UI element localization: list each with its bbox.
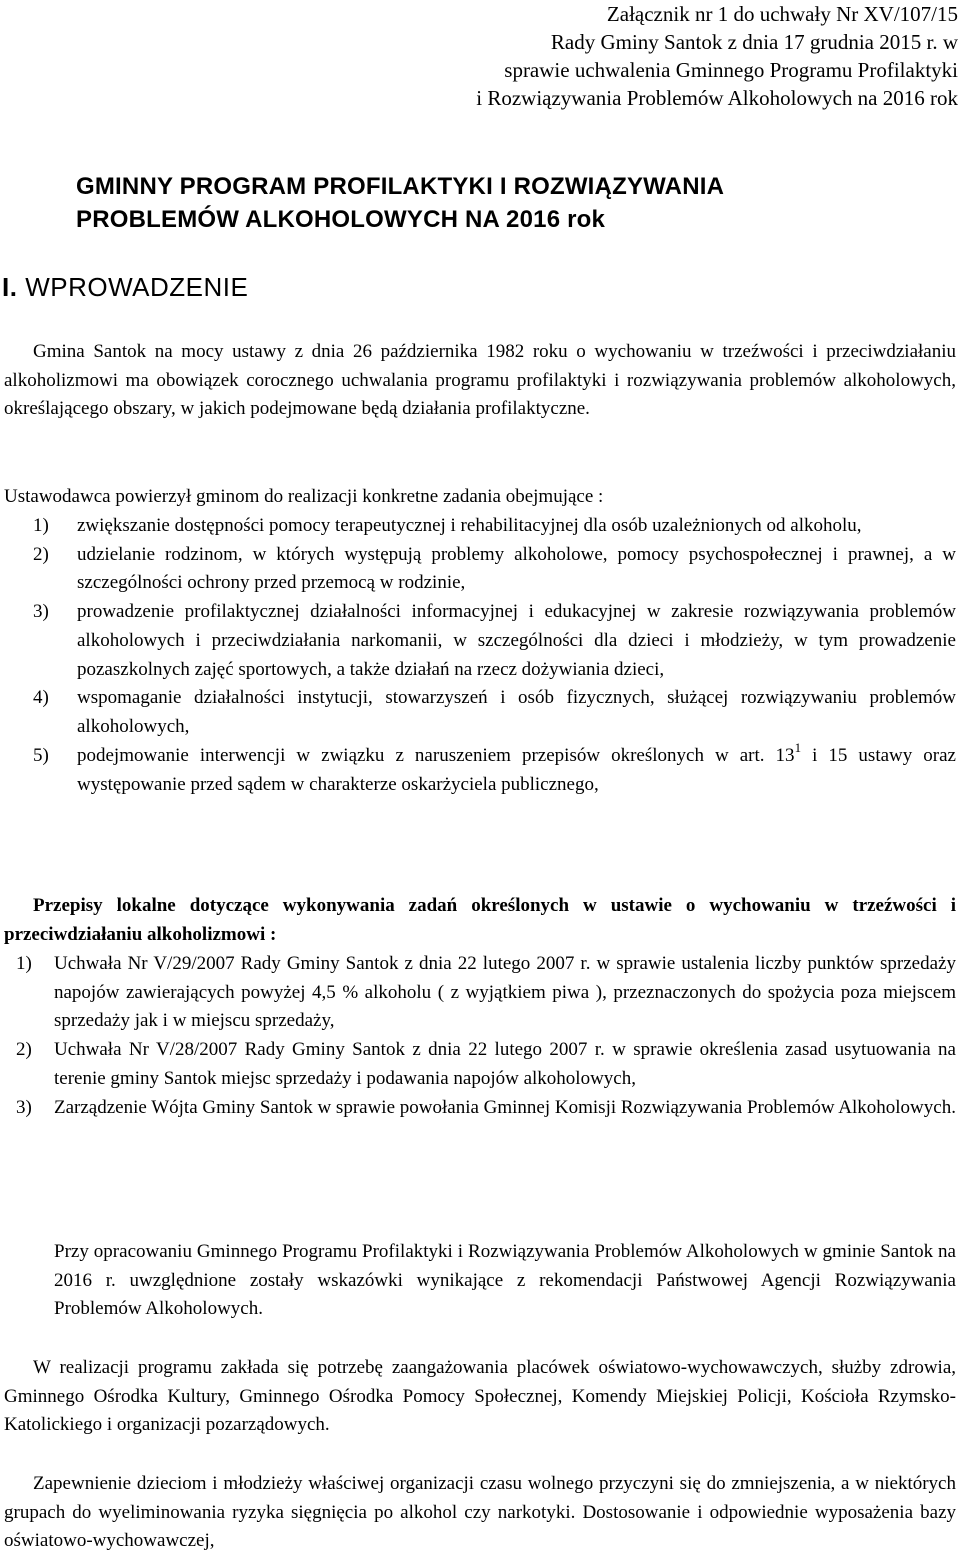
list-item (4, 1094, 956, 1123)
guidance-paragraph: Przy opracowaniu Gminnego Programu Profilaktyki i Rozwiązywania Problemów Alkoholowych w gminie Santok na 2016 r. uwzględnione zostały wskazówki wynikające z rekomendacji Państwowej Agencji Rozwiązywania Problemów Alkoholowych. (54, 1241, 956, 1320)
title-line-1: GMINNY PROGRAM PROFILAKTYKI I ROZWIĄZYWANIA (76, 173, 725, 200)
item-number: 1) (33, 515, 49, 536)
list-item (4, 598, 956, 684)
list-item (4, 684, 956, 741)
list-item (4, 739, 956, 800)
item-text: podejmowanie interwencji w związku z naruszeniem przepisów określonych w art. 13 (77, 744, 795, 766)
list-item (4, 512, 956, 541)
item-number: 4) (33, 687, 49, 709)
intro-text: Gmina Santok na mocy ustawy z dnia 26 października 1982 roku o wychowaniu w trzeźwości i przeciwdziałaniu alkoholizmowi ma obowiązek corocznego uchwalania programu profilaktyki i rozwiązywania problemów alkoholowych, określającego obszary, w jakich podejmowane będą działania profilaktyczne. (4, 341, 956, 420)
leisure-paragraph (4, 1470, 956, 1556)
section-number: I. (2, 272, 18, 302)
item-number: 5) (33, 744, 49, 766)
item-text: Uchwała Nr V/28/2007 Rady Gminy Santok z dnia 22 lutego 2007 r. w sprawie określenia zasad usytuowania na terenie gminy Santok miejsc sprzedaży i podawania napojów alkoholowych, (54, 1039, 956, 1089)
section-title: WPROWADZENIE (25, 272, 249, 302)
item-text: Zarządzenie Wójta Gminy Santok w sprawie powołania Gminnej Komisji Rozwiązywania Problemów Alkoholowych. (54, 1096, 956, 1118)
engagement-paragraph (4, 1354, 956, 1440)
item-text: wspomaganie działalności instytucji, stowarzyszeń i osób fizycznych, służącej rozwiązywaniu problemów alkoholowych, (77, 687, 956, 737)
document-title (76, 170, 936, 236)
item-number: 2) (16, 1039, 32, 1061)
annex-line: Rady Gminy Santok z dnia 17 grudnia 2015 r. w (550, 30, 958, 54)
annex-line: Załącznik nr 1 do uchwały Nr XV/107/15 (606, 2, 958, 26)
item-number: 1) (16, 953, 32, 974)
local-regulations-list (4, 950, 956, 1122)
annex-line: i Rozwiązywania Problemów Alkoholowych na 2016 rok (476, 86, 958, 110)
item-number: 3) (16, 1096, 32, 1118)
item-number: 3) (33, 601, 49, 623)
list-item (4, 950, 956, 1036)
list-item (4, 1036, 956, 1093)
superscript: 1 (794, 739, 802, 755)
leisure-text: Zapewnienie dzieciom i młodzieży właściwej organizacji czasu wolnego przyczyni się do zmniejszenia, a w niektórych grupach do wyeliminowania ryzyka sięgnięcia po alkohol czy narkotyki. Dostosowanie i odpowiednie wyposażenia bazy oświatowo-wychowawczej, (4, 1473, 956, 1552)
local-regulations-text: Przepisy lokalne dotyczące wykonywania zadań określonych w ustawie o wychowaniu w trzeźwości i przeciwdziałaniu alkoholizmowi : (4, 895, 956, 945)
item-text: i 15 ustawy oraz występowanie przed sądem w charakterze oskarżyciela publicznego, (77, 744, 956, 796)
list-item (4, 541, 956, 598)
item-text: prowadzenie profilaktycznej działalności informacyjnej i edukacyjnej w zakresie rozwiązywania problemów alkoholowych i przeciwdziałania narkomanii, w szczególności dla dzieci i młodzieży, w tym prowadzenie pozaszkolnych zajęć sportowych, a także działań na rzecz dożywiania dzieci, (77, 601, 956, 680)
section-heading (2, 270, 248, 304)
intro-paragraph (4, 338, 956, 424)
item-number: 2) (33, 543, 49, 565)
item-text: zwiększanie dostępności pomocy terapeutycznej i rehabilitacyjnej dla osób uzależnionych od alkoholu, (77, 515, 862, 536)
annex-note (398, 0, 958, 112)
engagement-text: W realizacji programu zakłada się potrzebę zaangażowania placówek oświatowo-wychowawczych, służby zdrowia, Gminnego Ośrodka Kultury, Gminnego Ośrodka Pomocy Społecznej, Komendy Miejskiej Policji, Kościoła Rzymsko-Katolickiego i organizacji pozarządowych. (4, 1357, 956, 1436)
local-regulations-heading (4, 892, 956, 949)
tasks-list (4, 512, 956, 800)
item-text: Uchwała Nr V/29/2007 Rady Gminy Santok z dnia 22 lutego 2007 r. w sprawie ustalenia liczby punktów sprzedaży napojów zawierających powyżej 4,5 % alkoholu ( z wyjątkiem piwa ), przeznaczonych do spożycia poza miejscem sprzedaży jak i w miejscu sprzedaży, (54, 953, 956, 1032)
item-text: udzielanie rodzinom, w których występują problemy alkoholowe, pomocy psychospołecznej i prawnej, a w szczególności ochrony przed przemocą w rodzinie, (77, 543, 956, 594)
tasks-lead: Ustawodawca powierzył gminom do realizacji konkretne zadania obejmujące : (4, 486, 604, 507)
title-line-2: PROBLEMÓW ALKOHOLOWYCH NA 2016 rok (76, 206, 606, 233)
annex-line: sprawie uchwalenia Gminnego Programu Profilaktyki (504, 58, 958, 82)
